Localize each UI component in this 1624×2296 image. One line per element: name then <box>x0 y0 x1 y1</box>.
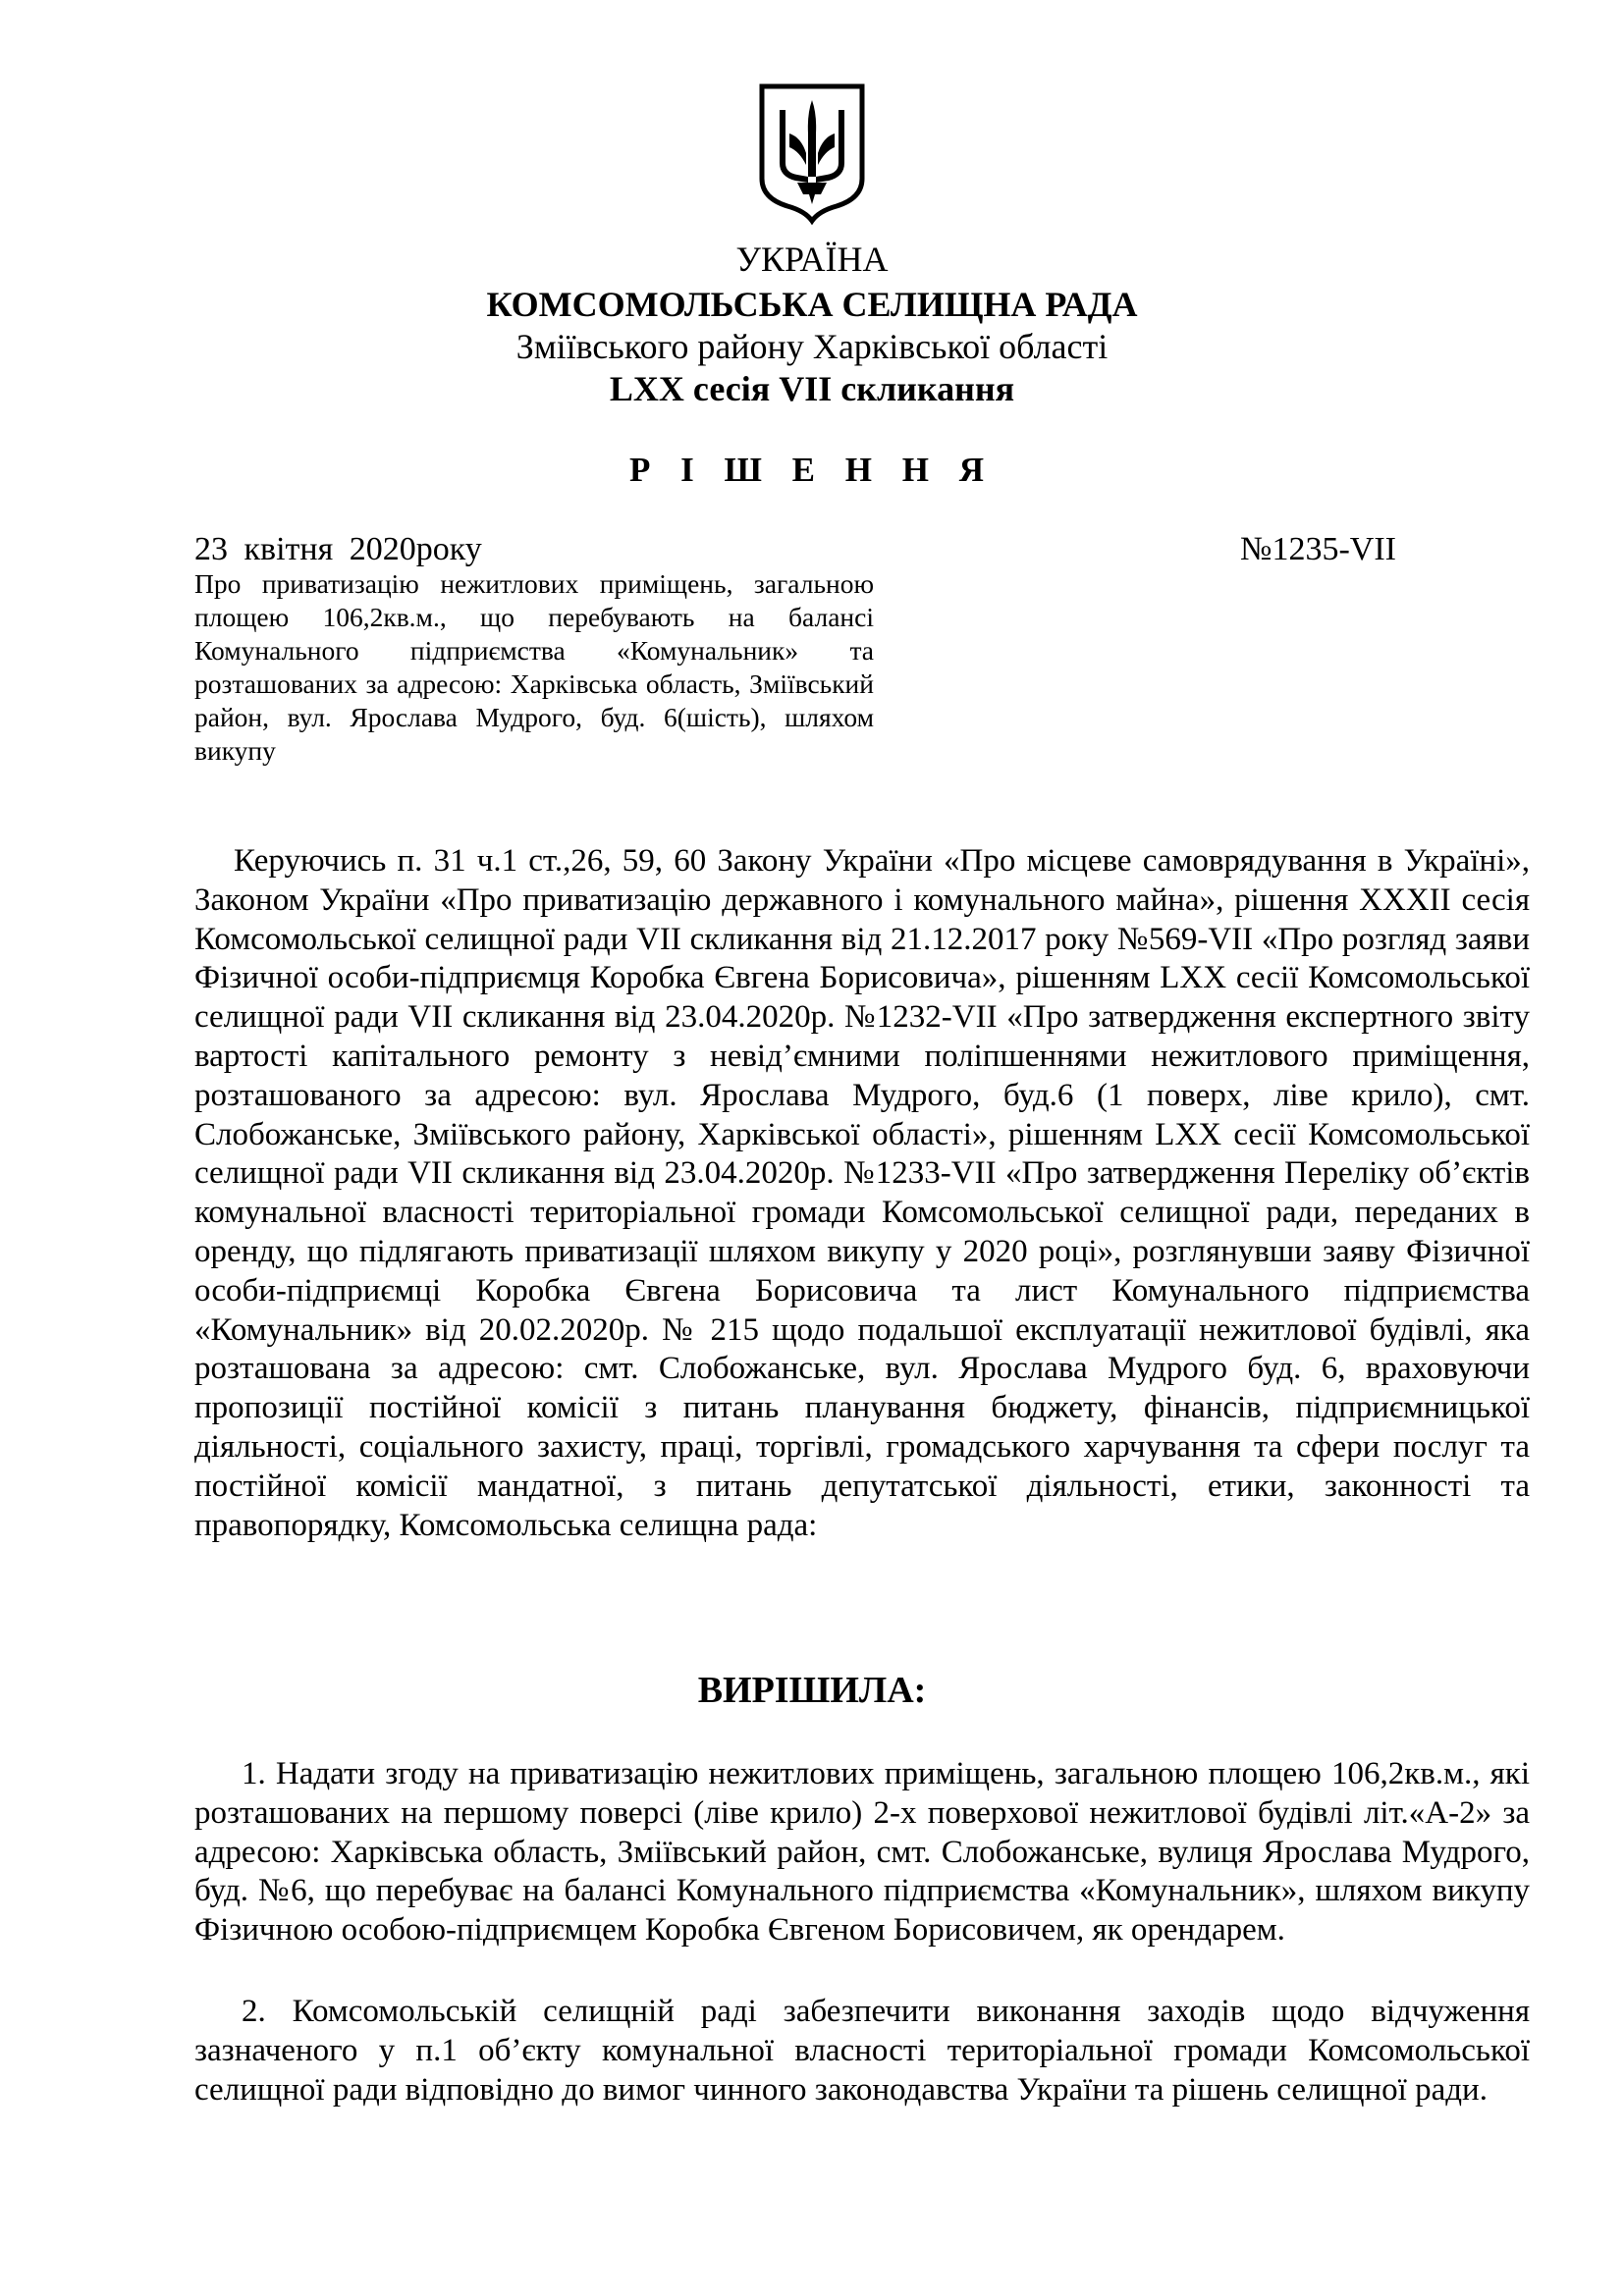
decision-number: №1235-VІІ <box>1240 531 1396 567</box>
session-title: LXX сесія VІІ скликання <box>609 369 1015 408</box>
resolution-item: 1. Надати згоду на приватизацію нежитлових приміщень, загальною площею 106,2кв.м., які розташованих на першому поверсі (ліве крило) 2-х поверхової нежитлової будівлі літ.«А-2» за адресою: Харківська область, Зміївський район, смт. Слобожанське, вулиця Ярослава Мудрого, буд. №6, що перебуває на балансі Комунального підприємства «Комунальник», шляхом викупу Фізичною особою-підприємцем Коробка Євгеном Борисовичем, як орендарем. <box>194 1756 1530 1949</box>
trident-coat-of-arms-icon <box>758 82 866 225</box>
decision-subject: Про приватизацію нежитлових приміщень, загальною площею 106,2кв.м., що перебувають на балансі Комунального підприємства «Комунальник» та розташованих за адресою: Харківська область, Зміївський район, вул. Ярослава Мудрого, буд. 6(шість), шляхом викупу <box>194 568 874 766</box>
resolved-heading: ВИРІШИЛА: <box>697 1670 927 1711</box>
resolution-item: 2. Комсомольській селищній раді забезпечити виконання заходів щодо відчуження зазначеного у п.1 об’єкту комунальної власності територіальної громади Комсомольської селищної ради відповідно до вимог чинного законодавства України та рішень селищної ради. <box>194 1994 1530 2108</box>
decision-date: 23 квітня 2020року <box>194 531 482 567</box>
document-type: Р І Ш Е Н Н Я <box>628 451 995 489</box>
council-name: КОМСОМОЛЬСЬКА СЕЛИЩНА РАДА <box>486 285 1138 324</box>
country-name: УКРАЇНА <box>735 240 889 279</box>
preamble-paragraph: Керуючись п. 31 ч.1 ст.,26, 59, 60 Закону України «Про місцеве самоврядування в Україні», Законом України «Про приватизацію державного і комунального майна», рішення ХХХІІ сесія Комсомольської селищної ради VII скликання від 21.12.2017 року №569-VII «Про розгляд заяви Фізичної особи-підприємця Коробка Євгена Борисовича», рішенням LXX сесії Комсомольської селищної ради VII скликання від 23.04.2020р. №1232-VII «Про затвердження експертного звіту вартості капітального ремонту з невід’ємними поліпшеннями нежитлового приміщення, розташованого за адресою: вул. Ярослава Мудрого, буд.6 (1 поверх, ліве крило), смт. Слобожанське, Зміївського району, Харківської області», рішенням LXX сесії Комсомольської селищної ради VII скликання від 23.04.2020р. №1233-VII «Про затвердження Переліку об’єктів комунальної власності територіальної громади Комсомольської селищної ради, переданих в оренду, що підлягають приватизації шляхом викупу у 2020 році», розглянувши заяву Фізичної особи-підприємці Коробка Євгена Борисовича та лист Комунального підприємства «Комунальник» від 20.02.2020р. № 215 щодо подальшої експлуатації нежитлової будівлі, яка розташована за адресою: смт. Слобожанське, вул. Ярослава Мудрого буд. 6, враховуючи пропозиції постійної комісії з питань планування бюджету, фінансів, підприємницької діяльності, соціального захисту, праці, торгівлі, громадського харчування та сфери послуг та постійної комісії мандатної, з питань депутатської діяльності, етики, законності та правопорядку, Комсомольська селищна рада: <box>194 843 1530 1543</box>
district-name: Зміївського району Харківської області <box>515 327 1109 366</box>
